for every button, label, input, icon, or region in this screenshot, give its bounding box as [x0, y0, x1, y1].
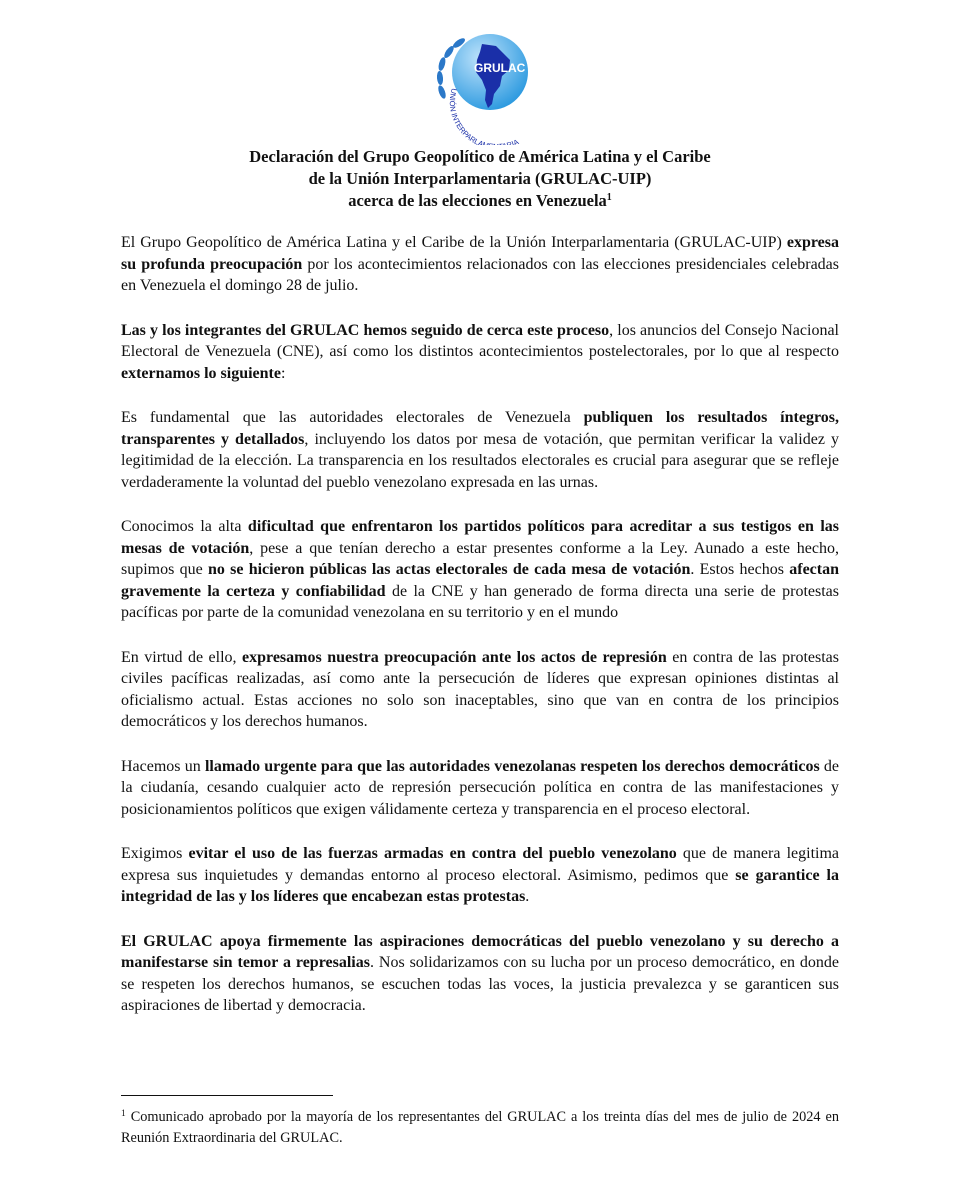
- text-segment: en contra de las protestas civiles pacíficas realizadas, así como ante la persecución de líderes que expresan opiniones distintas al oficialismo actual. Estas acciones no solo son inaceptables, sino que van en contra de los principios democráticos y los derechos humanos.: [121, 648, 840, 730]
- text-segment: , incluyendo los datos por mesa de votación, que permitan verificar la validez y legitimidad de la elección. La transparencia en los resultados electorales es crucial para asegurar que se refleje verdaderamente la voluntad del pueblo venezolano expresada en las urnas.: [121, 430, 840, 491]
- bold-segment: evitar el uso de las fuerzas armadas en contra del pueblo venezolano: [188, 845, 677, 862]
- text-segment: .: [525, 888, 530, 905]
- footnote-text: Comunicado aprobado por la mayoría de los representantes del GRULAC a los treinta días del mes de julio de 2024 en Reunión Extraordinaria del GRULAC.: [121, 1109, 839, 1146]
- text-segment: :: [280, 364, 286, 382]
- paragraph-1: [121, 232, 839, 297]
- paragraph-4: [121, 516, 839, 624]
- title-line-3-text: acerca de las elecciones en Venezuela: [348, 191, 607, 210]
- logo-arc-textpath: UNIÓN INTERPARLA RIA: [447, 87, 521, 145]
- paragraph-2: [121, 320, 839, 385]
- bold-segment: afectan gravemente la certeza y confiabilidad: [121, 561, 839, 600]
- text-segment: que de manera legitima expresa sus inquietudes y demandas entorno al proceso electoral. Asimismo, pedimos que: [121, 845, 840, 884]
- paragraph-3: [121, 407, 839, 493]
- grulac-globe-icon: [430, 30, 550, 145]
- text-segment: , los anuncios del Consejo Nacional Electoral de Venezuela (CNE), así como los distintos acontecimientos postelectorales, por lo que al respecto: [121, 321, 840, 360]
- text-segment: , pese a que tenían derecho a estar presentes conforme a la Ley. Aunado a este hecho, supimos que: [121, 539, 840, 578]
- footnote: [121, 1107, 839, 1149]
- bold-segment: se garantice la integridad de las y los líderes que encabezan estas protestas: [121, 866, 840, 905]
- text-segment: . Nos solidarizamos con su lucha por un proceso democrático, en donde se respeten los derechos humanos, se escuchen todas las voces, la justicia prevalezca y se garanticen sus aspiraciones de libertad y democracia.: [121, 954, 840, 1014]
- text-segment: de la ciudanía, cesando cualquier acto de represión persecución política en contra de las manifestaciones y posicionamientos políticos que exigen válidamente certeza y transparencia en el proceso electoral.: [121, 757, 840, 818]
- text-segment: de la CNE y han generado de forma directa una serie de protestas pacíficas por parte de la comunidad venezolana en su territorio y en el mundo: [121, 582, 840, 621]
- text-segment: Es fundamental que las autoridades electorales de Venezuela: [121, 409, 584, 426]
- text-segment: Exigimos: [121, 845, 189, 862]
- paragraph-6: [121, 756, 839, 821]
- bold-segment: llamado urgente para que las autoridades venezolanas respeten los derechos democráticos: [204, 757, 820, 775]
- paragraph-5: [121, 647, 839, 733]
- text-segment: Hacemos un: [121, 757, 205, 775]
- text-segment: En virtud de ello,: [121, 648, 243, 666]
- title-line-1: Declaración del Grupo Geopolítico de América Latina y el Caribe: [249, 147, 711, 166]
- footnote-number: 1: [121, 1109, 126, 1119]
- declaration-title: [150, 146, 810, 212]
- text-segment: . Estos hechos: [690, 561, 790, 578]
- bold-segment: expresa su profunda preocupación: [121, 234, 839, 273]
- bold-segment: expresamos nuestra preocupación ante los actos de represión: [242, 648, 667, 666]
- grulac-logo: [430, 30, 550, 145]
- paragraph-8: [121, 931, 839, 1017]
- declaration-body: [121, 232, 839, 1040]
- bold-segment: Las y los integrantes del GRULAC hemos seguido de cerca este proceso: [121, 321, 610, 339]
- text-segment: Conocimos la alta: [121, 518, 248, 535]
- bold-segment: El GRULAC apoya firmemente las aspiraciones democráticas del pueblo venezolano y su derecho a manifestarse sin temor a represalias: [121, 932, 839, 971]
- bold-segment: publiquen los resultados íntegros, transparentes y detallados: [121, 409, 839, 448]
- bold-segment: no se hicieron públicas las actas electorales de cada mesa de votación: [207, 561, 691, 578]
- bold-segment: dificultad que enfrentaron los partidos políticos para acreditar a sus testigos en las mesas de votación: [121, 518, 839, 557]
- footnote-ref: 1: [606, 192, 612, 203]
- bold-segment: externamos lo siguiente: [121, 364, 281, 382]
- paragraph-7: [121, 843, 839, 908]
- text-segment: El Grupo Geopolítico de América Latina y el Caribe de la Unión Interparlamentaria (GRULAC-UIP): [121, 234, 787, 251]
- text-segment: por los acontecimientos relacionados con las elecciones presidenciales celebradas en Venezuela el domingo 28 de julio.: [121, 255, 839, 294]
- footnote-divider: [121, 1095, 333, 1096]
- title-line-2: de la Unión Interparlamentaria (GRULAC-UIP): [308, 169, 652, 188]
- logo-grulac-text: GRULAC: [474, 61, 526, 75]
- title-line-3: [150, 190, 810, 212]
